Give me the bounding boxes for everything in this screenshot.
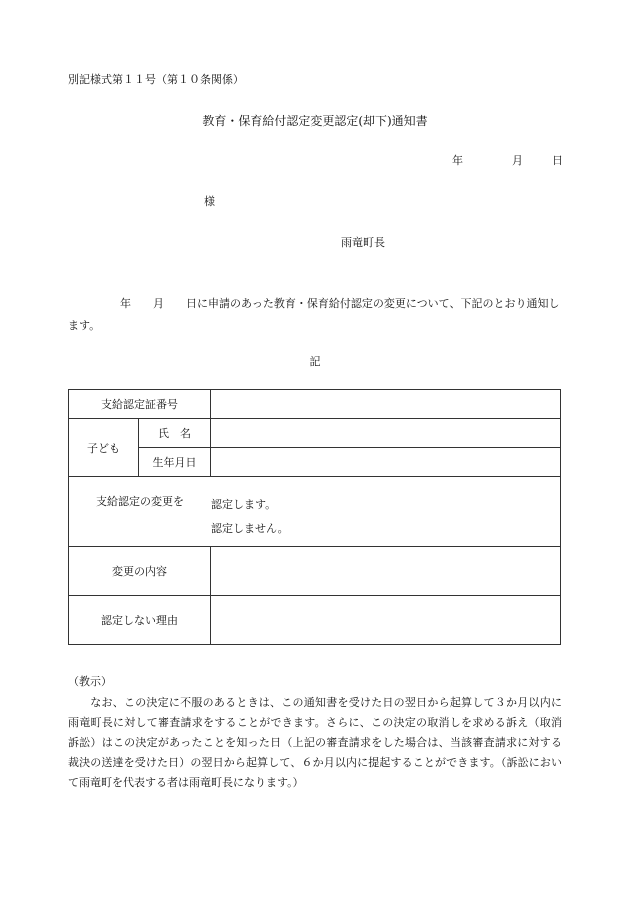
addressee-suffix: 様 [204, 195, 215, 208]
change-label: 支給認定の変更を [96, 495, 184, 508]
table-row [69, 390, 561, 419]
table-row [69, 596, 561, 645]
kyoji-heading: （教示） [68, 675, 112, 688]
birth-value [211, 448, 561, 477]
table-row [69, 448, 561, 477]
date-year-label: 年 [452, 154, 463, 167]
date-day-label: 日 [552, 154, 563, 167]
table-row [69, 419, 561, 448]
cert-number-label: 支給認定証番号 [69, 390, 211, 419]
content-label: 変更の内容 [69, 547, 211, 596]
kyoji-paragraph [68, 693, 562, 793]
body-text: 日に申請のあった教育・保育給付認定の変更について、下記のとおり通知します。 [68, 297, 560, 332]
reason-label: 認定しない理由 [69, 596, 211, 645]
child-label: 子ども [69, 419, 139, 477]
table-row [69, 477, 561, 547]
change-options [211, 477, 289, 546]
birth-label: 生年月日 [139, 448, 211, 477]
cert-number-value [211, 390, 561, 419]
content-value [211, 547, 561, 596]
ki-heading: 記 [309, 355, 321, 368]
name-value [211, 419, 561, 448]
document-title: 教育・保育給付認定変更認定(却下)通知書 [202, 114, 428, 128]
body-year: 年 [120, 297, 131, 310]
body-paragraph [68, 293, 560, 337]
form-number: 別記様式第１１号（第１０条関係） [68, 73, 244, 86]
reason-value [211, 596, 561, 645]
option-deny: 認定しません。 [211, 522, 289, 535]
certification-table [68, 389, 561, 645]
date-month-label: 月 [512, 154, 523, 167]
option-approve: 認定します。 [211, 498, 277, 511]
body-month: 月 [153, 297, 164, 310]
name-label: 氏 名 [139, 419, 211, 448]
table-row [69, 547, 561, 596]
kyoji-text: なお、この決定に不服のあるときは、この通知書を受けた日の翌日から起算して３か月以内に雨竜町長に対して審査請求をすることができます。さらに、この決定の取消しを求める訴え（取消訴訟）はこの決定があったことを知った日（上記の審査請求をした場合は、当該審査請求に対する裁決の送達を受けた日）の翌日から起算して、６か月以内に提起することができます。（訴訟において雨竜町を代表する者は雨竜町長になります。） [68, 696, 562, 789]
sender: 雨竜町長 [341, 236, 385, 249]
